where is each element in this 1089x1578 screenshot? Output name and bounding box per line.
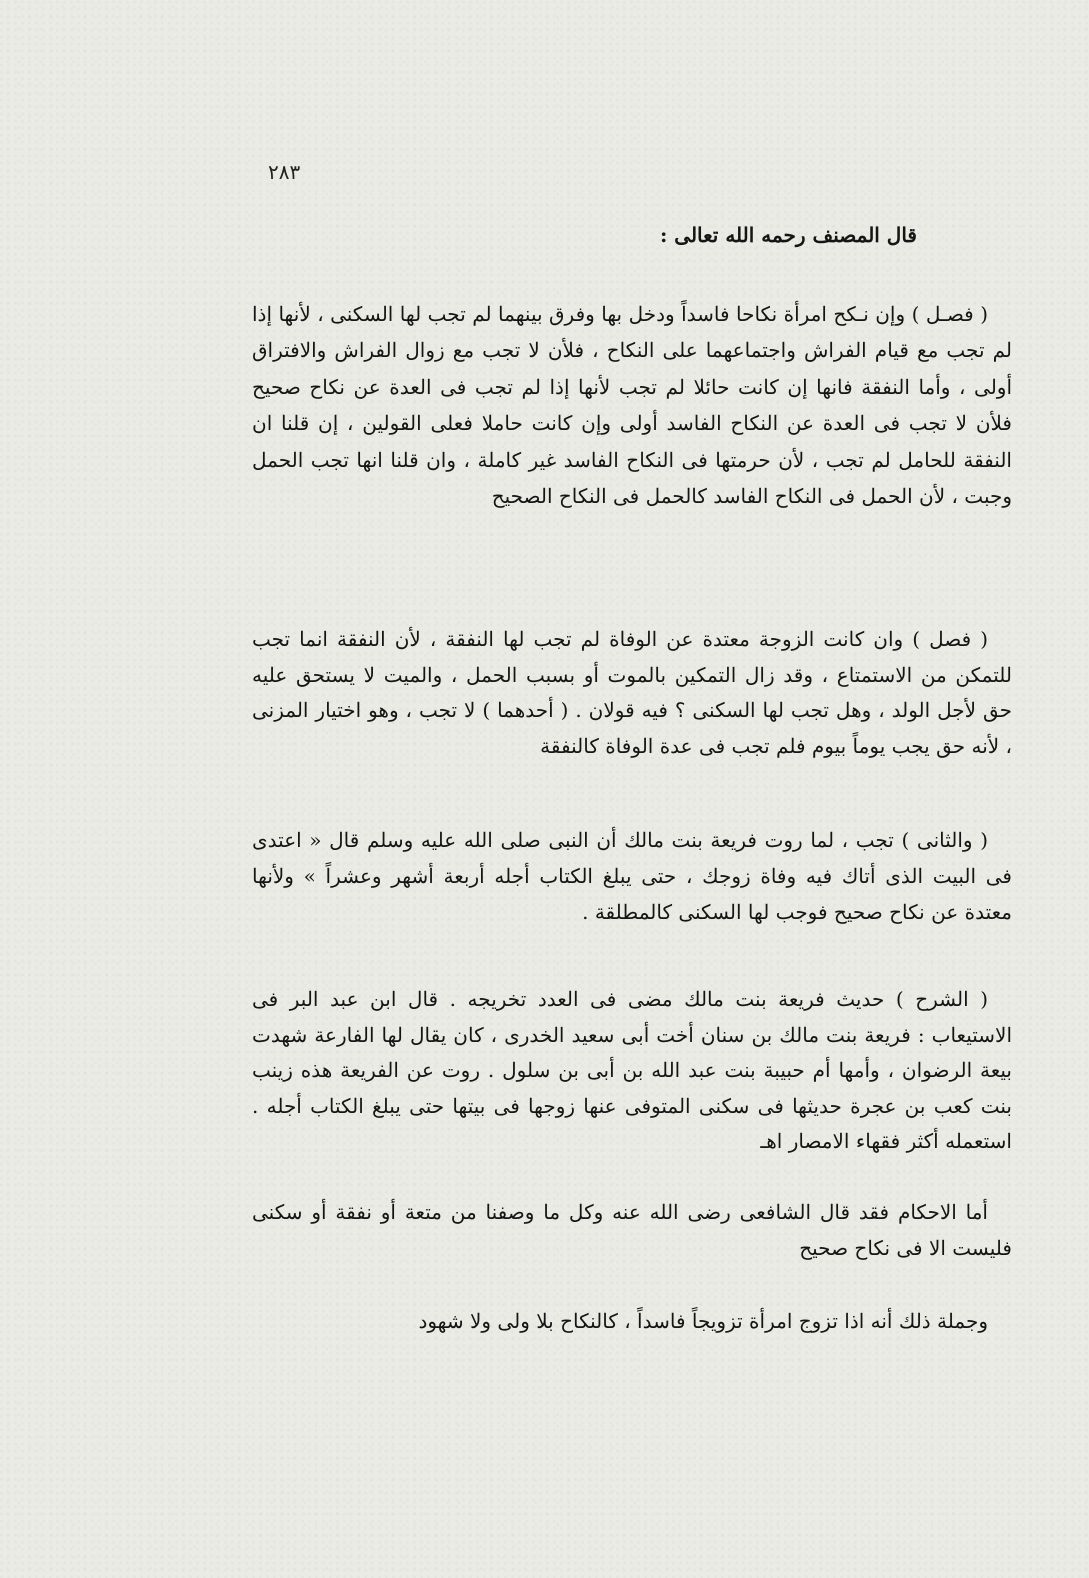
section-heading: قال المصنف رحمه الله تعالى : — [659, 223, 917, 247]
paragraph-fasl-death-iddah — [252, 622, 1012, 764]
paragraph-ahkam — [252, 1195, 1012, 1266]
paragraph-summary — [252, 1304, 1012, 1339]
paragraph-text: ( والثانى ) تجب ، لما روت فريعة بنت مالك أن النبى صلى الله عليه وسلم قال « اعتدى فى البيت الذى أتاك فيه وفاة زوجك ، حتى يبلغ الكتاب أجله أربعة أشهر وعشراً » ولأنها معتدة عن نكاح صحيح فوجب لها السكنى كالمطلقة . — [252, 828, 1012, 924]
paragraph-sharh — [252, 982, 1012, 1160]
paragraph-text: ( فصـل ) وإن نـكح امرأة نكاحا فاسداً ودخل بها وفرق بينهما لم تجب لها السكنى ، لأنها إذا لم تجب مع قيام الفراش واجتماعهما على النكاح ، فلأن لا تجب مع زوال الفراش والافتراق أولى ، وأما النفقة فانها إن كانت حائلا لم تجب لأنها إذا لم تجب فى العدة عن نكاح صحيح فلأن لا تجب فى العدة عن النكاح الفاسد أولى وإن كانت حاملا فعلى القولين ، إن قلنا ان النفقة للحامل لم تجب ، لأن حرمتها فى النكاح الفاسد غير كاملة ، وان قلنا انها تجب الحمل وجبت ، لأن الحمل فى النكاح الفاسد كالحمل فى النكاح الصحيح — [252, 302, 1012, 509]
paragraph-second-opinion — [252, 822, 1012, 930]
paragraph-text: أما الاحكام فقد قال الشافعى رضى الله عنه وكل ما وصفنا من متعة أو نفقة أو سكنى فليست الا فى نكاح صحيح — [252, 1200, 1012, 1260]
paragraph-fasl-invalid-marriage — [252, 296, 1012, 514]
paragraph-text: ( فصل ) وان كانت الزوجة معتدة عن الوفاة لم تجب لها النفقة ، لأن النفقة انما تجب للتمكن من الاستمتاع ، وقد زال التمكين بالموت أو بسبب الحمل ، والميت لا يستحق عليه حق لأجل الولد ، وهل تجب لها السكنى ؟ فيه قولان . ( أحدهما ) لا تجب ، وهو اختيار المزنى ، لأنه حق يجب يوماً بيوم فلم تجب فى عدة الوفاة كالنفقة — [252, 627, 1012, 758]
page-number: ٢٨٣ — [268, 160, 301, 184]
paragraph-text: وجملة ذلك أنه اذا تزوج امرأة تزويجاً فاسداً ، كالنكاح بلا ولى ولا شهود — [418, 1309, 988, 1333]
paragraph-text: ( الشرح ) حديث فريعة بنت مالك مضى فى العدد تخريجه . قال ابن عبد البر فى الاستيعاب : فريعة بنت مالك بن سنان أخت أبى سعيد الخدرى ، كان يقال لها الفارعة شهدت بيعة الرضوان ، وأمها أم حبيبة بنت عبد الله بن أبى بن سلول . روت عن الفريعة هذه زينب بنت كعب بن عجرة حديثها فى سكنى المتوفى عنها زوجها فى بيتها حتى يبلغ الكتاب أجله . استعمله أكثر فقهاء الامصار اهـ — [252, 987, 1012, 1154]
